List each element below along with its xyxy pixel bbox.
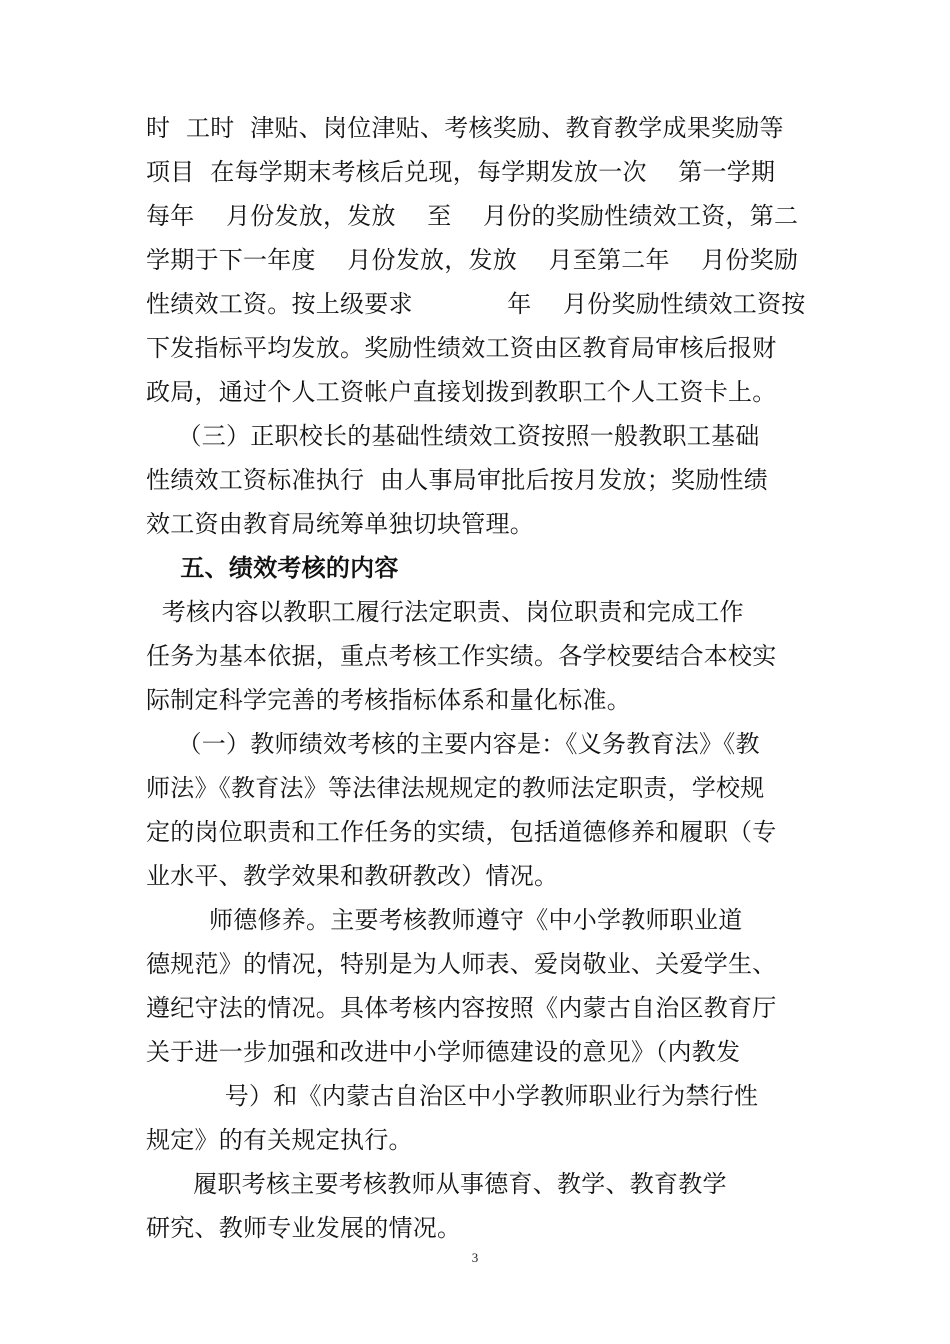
page-number: 3: [471, 1250, 479, 1265]
text-line: 学期于下一年度 月份发放，发放 月至第二年 月份奖励: [146, 246, 799, 274]
text-line: 项目 在每学期末考核后兑现，每学期发放一次 第一学期: [146, 158, 776, 186]
text-line: 德规范》的情况，特别是为人师表、爱岗敬业、关爱学生、: [146, 950, 777, 978]
text-line: 每年 月份发放，发放 至 月份的奖励性绩效工资，第二: [146, 202, 799, 230]
text-line: （一）教师绩效考核的主要内容是：《义务教育法》《教: [146, 730, 760, 758]
text-line: 定的岗位职责和工作任务的实绩，包括道德修养和履职（专: [146, 818, 777, 846]
text-line: 效工资由教育局统筹单独切块管理。: [146, 510, 534, 538]
text-line: 研究、教师专业发展的情况。: [146, 1214, 462, 1242]
text-line: 号）和《内蒙古自治区中小学教师职业行为禁行性: [146, 1082, 759, 1110]
text-line: （三）正职校长的基础性绩效工资按照一般教职工基础: [146, 422, 760, 450]
text-line: 业水平、教学效果和教研教改）情况。: [146, 862, 559, 890]
text-line: 遵纪守法的情况。具体考核内容按照《内蒙古自治区教育厅: [146, 994, 777, 1022]
text-line: 师德修养。主要考核教师遵守《中小学教师职业道: [146, 906, 743, 934]
text-line: 性绩效工资标准执行 由人事局审批后按月发放；奖励性绩: [146, 466, 769, 494]
text-line: 政局，通过个人工资帐户直接划拨到教职工个人工资卡上。: [146, 378, 777, 406]
text-line: 际制定科学完善的考核指标体系和量化标准。: [146, 686, 631, 714]
text-line: 关于进一步加强和改进中小学师德建设的意见》（内教发: [146, 1038, 741, 1066]
text-line: 性绩效工资。按上级要求 年 月份奖励性绩效工资按: [146, 290, 806, 318]
text-line: 师法》《教育法》等法律法规规定的教师法定职责，学校规: [146, 774, 765, 802]
text-line: 时 工时 津贴、岗位津贴、考核奖励、教育教学成果奖励等: [146, 114, 784, 142]
text-line: 履职考核主要考核教师从事德育、教学、教育教学: [146, 1170, 727, 1198]
section-heading: 五、绩效考核的内容: [146, 554, 399, 582]
text-line: 规定》的有关规定执行。: [146, 1126, 413, 1154]
text-line: 下发指标平均发放。奖励性绩效工资由区教育局审核后报财: [146, 334, 777, 362]
text-line: 任务为基本依据，重点考核工作实绩。各学校要结合本校实: [146, 642, 777, 670]
text-line: 考核内容以教职工履行法定职责、岗位职责和完成工作: [146, 598, 744, 626]
